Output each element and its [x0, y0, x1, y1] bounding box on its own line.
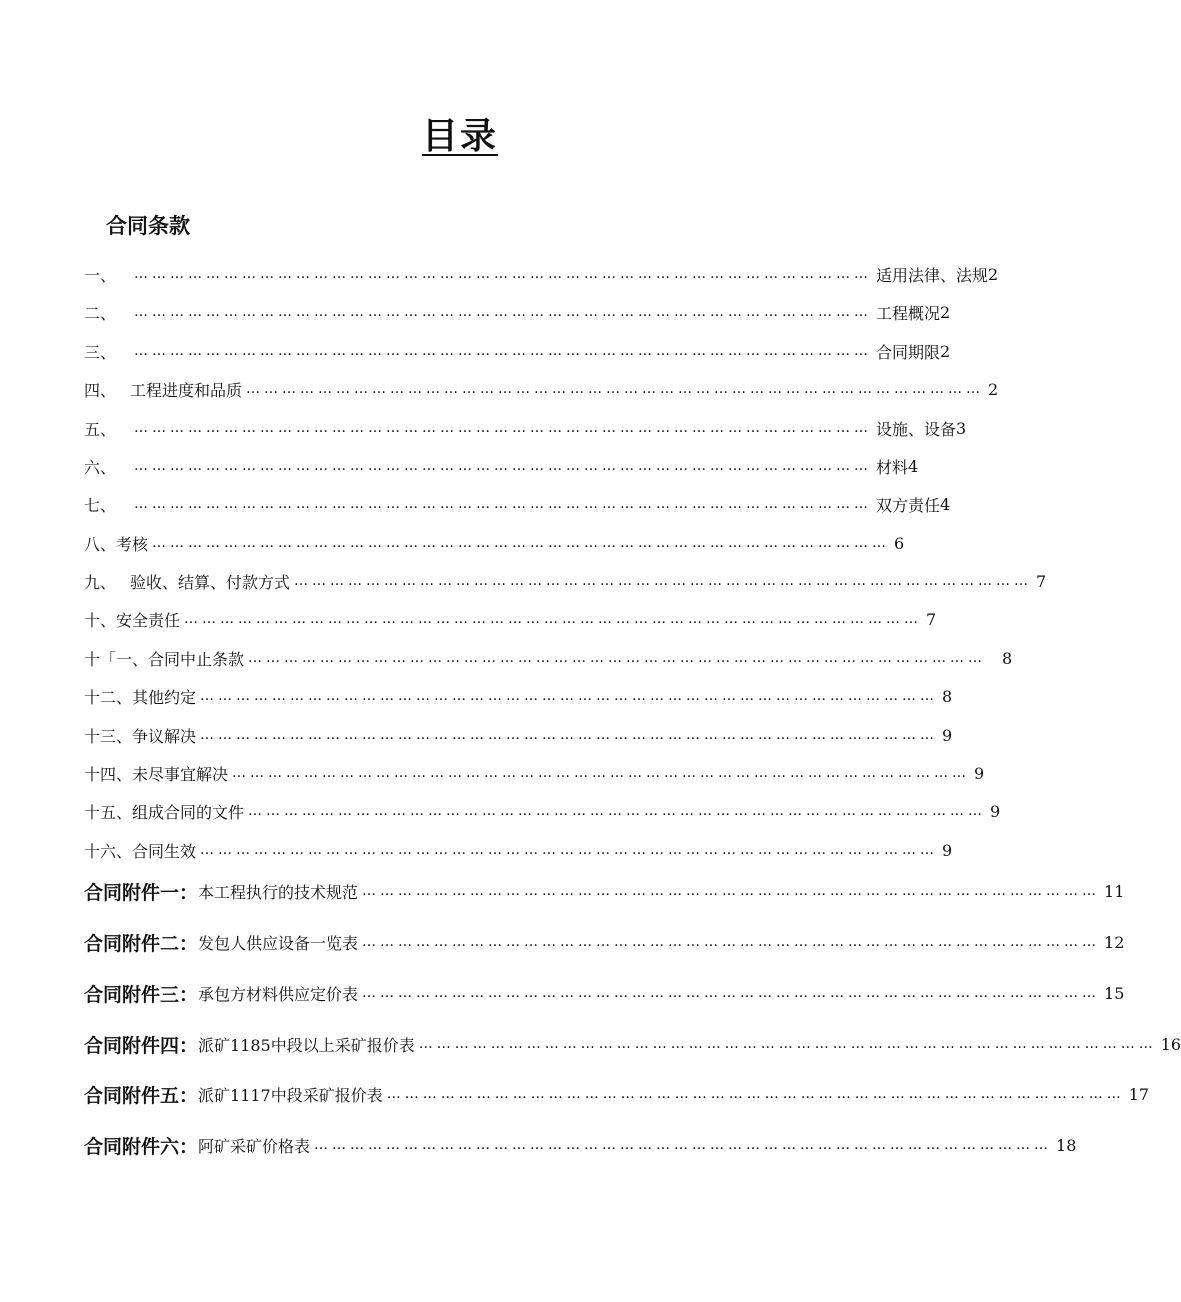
attachment-prefix: 合同附件一：: [84, 881, 199, 904]
toc-item-2[interactable]: [84, 299, 951, 325]
toc-item-number: 三、: [84, 342, 117, 362]
attachment-prefix: 合同附件三：: [84, 983, 199, 1006]
toc-item-number: 七、: [84, 495, 117, 515]
toc-item-14[interactable]: [84, 760, 985, 786]
toc-item-number: 十六、: [84, 841, 133, 861]
leader-dots: ……………………………………………………………………………………………………………: [200, 727, 939, 743]
toc-item-page: 6: [894, 533, 905, 553]
attachment-prefix: 合同附件六：: [84, 1135, 199, 1158]
toc-item-16[interactable]: [84, 837, 953, 863]
toc-item-page: 2: [988, 264, 999, 284]
leader-dots: ……………………………………………………………………………………………………………: [248, 650, 987, 666]
attachment-title: 发包人供应设备一览表: [198, 933, 359, 953]
toc-item-15[interactable]: [84, 798, 1001, 824]
toc-item-title: 双方责任: [876, 495, 941, 515]
toc-item-number: 十五、: [84, 802, 133, 822]
toc-item-page: 9: [942, 725, 953, 745]
toc-item-number: 二、: [84, 303, 117, 323]
toc-item-12[interactable]: [84, 683, 953, 709]
attachment-title: 本工程执行的技术规范: [198, 882, 359, 902]
section-heading: 合同条款: [106, 214, 190, 238]
leader-dots: ……………………………………………………………………………………………………………: [232, 765, 971, 781]
attachment-prefix: 合同附件五：: [84, 1084, 199, 1107]
toc-item-number: 四、: [84, 380, 117, 400]
attachment-prefix: 合同附件四：: [84, 1034, 199, 1057]
leader-dots: ……………………………………………………………………………………………………………: [294, 573, 1033, 589]
toc-item-title: 合同期限: [876, 342, 941, 362]
toc-attachment-1[interactable]: [84, 878, 1125, 904]
toc-item-page: 8: [1002, 648, 1013, 668]
toc-item-page: 9: [974, 763, 985, 783]
toc-attachment-3[interactable]: [84, 980, 1125, 1006]
leader-dots: ……………………………………………………………………………………………………………: [362, 883, 1101, 899]
toc-item-title: 设施、设备: [876, 419, 957, 439]
toc-item-6[interactable]: [84, 453, 919, 479]
toc-title: 目录: [421, 116, 498, 157]
toc-item-page: 2: [940, 341, 951, 361]
toc-item-7[interactable]: [84, 491, 951, 517]
toc-attachment-6[interactable]: [84, 1132, 1077, 1158]
attachment-page: 16: [1160, 1034, 1181, 1054]
toc-item-page: 7: [1036, 571, 1047, 591]
toc-item-4[interactable]: [84, 376, 999, 402]
toc-item-number: 九、: [84, 572, 117, 592]
attachment-page: 15: [1104, 983, 1125, 1003]
attachment-title: 阿矿采矿价格表: [198, 1136, 311, 1156]
toc-item-title: 组成合同的文件: [132, 802, 245, 822]
attachment-page: 17: [1128, 1084, 1150, 1104]
attachment-prefix: 合同附件二：: [84, 932, 199, 955]
leader-dots: ……………………………………………………………………………………………………………: [184, 611, 923, 627]
toc-item-title: 安全责任: [116, 610, 181, 630]
toc-attachment-2[interactable]: [84, 929, 1125, 955]
leader-dots: ……………………………………………………………………………………………………………: [246, 381, 985, 397]
attachment-page: 11: [1104, 881, 1125, 901]
toc-item-10[interactable]: [84, 606, 937, 632]
toc-item-8[interactable]: [84, 530, 905, 556]
toc-item-title: 合同中止条款: [148, 649, 245, 669]
toc-item-number: 十、: [84, 610, 117, 630]
toc-item-title: 争议解决: [132, 726, 197, 746]
toc-item-number: 十二、: [84, 687, 133, 707]
leader-dots: ……………………………………………………………………………………………………………: [248, 803, 987, 819]
leader-dots: ……………………………………………………………………………………………………………: [362, 934, 1101, 950]
toc-item-title: 其他约定: [132, 687, 197, 707]
toc-item-3[interactable]: [84, 338, 951, 364]
leader-dots: ……………………………………………………………………………………………………………: [314, 1137, 1053, 1153]
leader-dots: ……………………………………………………………………………………………………………: [134, 343, 872, 359]
toc-item-page: 4: [940, 494, 951, 514]
toc-item-1[interactable]: [84, 261, 999, 287]
leader-dots: ……………………………………………………………………………………………………………: [362, 985, 1101, 1001]
toc-item-13[interactable]: [84, 722, 953, 748]
toc-item-page: 2: [940, 302, 951, 322]
toc-item-page: 9: [990, 801, 1001, 821]
toc-item-number: 十四、: [84, 764, 133, 784]
attachment-title: 派矿1185中段以上采矿报价表: [198, 1035, 415, 1055]
leader-dots: ……………………………………………………………………………………………………………: [134, 458, 872, 474]
toc-item-title: 未尽事宜解决: [132, 764, 229, 784]
toc-item-page: 3: [956, 418, 967, 438]
toc-title-wrap: [0, 108, 920, 159]
toc-item-5[interactable]: [84, 415, 967, 441]
toc-item-page: 4: [908, 456, 919, 476]
toc-item-title: 工程概况: [876, 303, 941, 323]
attachment-page: 12: [1104, 932, 1125, 952]
toc-item-title: 材料: [876, 457, 909, 477]
toc-item-11[interactable]: [84, 645, 1013, 671]
toc-item-number: 五、: [84, 419, 117, 439]
toc-item-number: 十三、: [84, 726, 133, 746]
leader-dots: ……………………………………………………………………………………………………………: [134, 266, 872, 282]
toc-item-title: 合同生效: [132, 841, 197, 861]
toc-item-title: 验收、结算、付款方式: [130, 572, 291, 592]
leader-dots: ……………………………………………………………………………………………………………: [134, 304, 872, 320]
toc-item-9[interactable]: [84, 568, 1047, 594]
leader-dots: ……………………………………………………………………………………………………………: [200, 842, 939, 858]
toc-item-number: 十「一、: [84, 649, 149, 669]
toc-attachment-5[interactable]: [84, 1081, 1150, 1107]
toc-item-page: 7: [926, 609, 937, 629]
attachment-title: 承包方材料供应定价表: [198, 984, 359, 1004]
toc-item-title: 考核: [116, 534, 149, 554]
toc-attachment-4[interactable]: [84, 1031, 1181, 1057]
leader-dots: ……………………………………………………………………………………………………………: [134, 496, 872, 512]
toc-item-title: 工程进度和品质: [130, 380, 243, 400]
attachment-page: 18: [1056, 1135, 1077, 1155]
toc-item-page: 9: [942, 840, 953, 860]
leader-dots: ……………………………………………………………………………………………………………: [200, 688, 939, 704]
leader-dots: ……………………………………………………………………………………………………………: [386, 1086, 1125, 1102]
toc-item-number: 六、: [84, 457, 117, 477]
attachment-title: 派矿1117中段采矿报价表: [198, 1085, 383, 1105]
toc-item-page: 8: [942, 686, 953, 706]
leader-dots: ……………………………………………………………………………………………………………: [152, 535, 891, 551]
toc-item-page: 2: [988, 379, 999, 399]
toc-item-number: 八、: [84, 534, 117, 554]
leader-dots: ……………………………………………………………………………………………………………: [134, 420, 872, 436]
toc-item-number: 一、: [84, 265, 117, 285]
leader-dots: ……………………………………………………………………………………………………………: [418, 1036, 1157, 1052]
toc-item-title: 适用法律、法规: [876, 265, 989, 285]
